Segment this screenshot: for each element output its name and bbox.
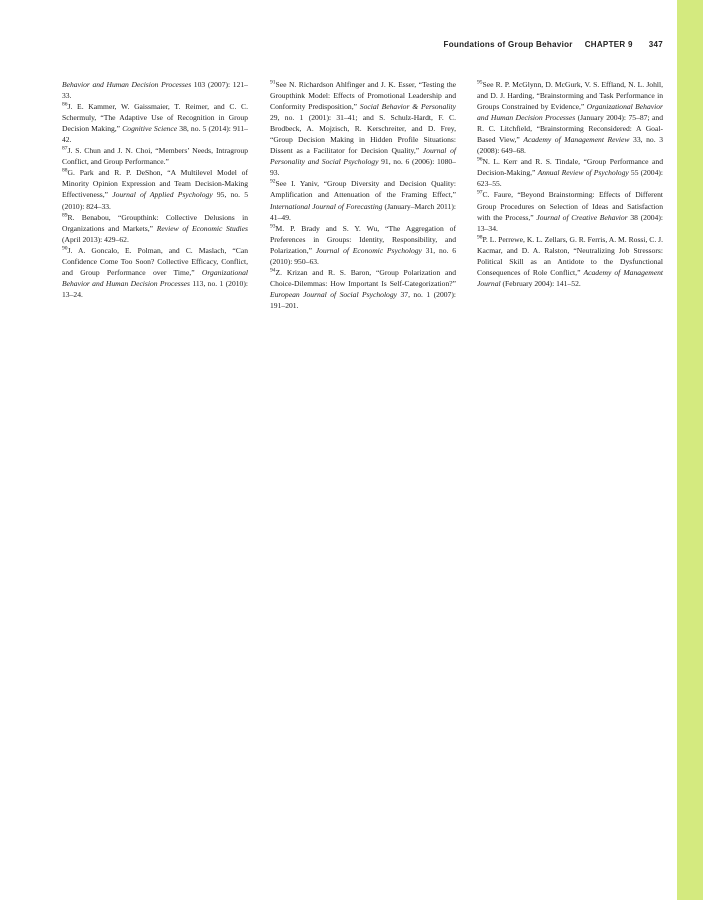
reference-text: G. Park and R. P. DeShon, “A Multilevel Model of Minority Opinion Expression and Team Decision-Making Effectiveness,” (62, 168, 248, 200)
publication-title: Academy of Management Review (523, 135, 630, 145)
references-column-2 (270, 79, 456, 311)
publication-title: Behavior and Human Decision Processes (62, 80, 192, 89)
reference-text: 38, no. 5 (2014): 911–42. (62, 124, 248, 145)
reference-number: 97 (477, 189, 483, 196)
publication-title: Annual Review of Psychology (537, 168, 629, 178)
publication-title: Organizational Behavior and Human Decision Processes (477, 102, 663, 123)
reference-text: 91, no. 6 (2006): 1080–93. (270, 157, 456, 178)
reference-number: 93 (270, 223, 276, 230)
publication-title: Journal of Creative Behavior (536, 212, 628, 222)
publication-title: Academy of Management Journal (477, 267, 663, 288)
reference-text: 103 (2007): 121–33. (62, 80, 248, 101)
reference-text: 95, no. 5 (2010): 824–33. (62, 190, 248, 211)
running-header (444, 40, 663, 49)
reference-text: 113, no. 1 (2010): 13–24. (62, 278, 248, 299)
reference-entry (62, 212, 248, 245)
reference-number: 91 (270, 79, 276, 86)
reference-text: R. Benabou, “Groupthink: Collective Delusions in Organizations and Markets,” (62, 212, 248, 233)
reference-number: 90 (62, 245, 68, 252)
reference-text: (April 2013): 429–62. (62, 234, 129, 244)
reference-text: (January 2004): 75–87; and R. C. Litchfield, “Brainstorming Reconsidered: A Goal-Based View,” (477, 113, 663, 145)
reference-entry (270, 178, 456, 222)
references-column-3 (477, 79, 663, 289)
reference-entry (477, 234, 663, 289)
reference-number: 94 (270, 267, 276, 274)
publication-title: Journal of Applied Psychology (112, 190, 213, 200)
reference-number: 96 (477, 156, 483, 163)
reference-number: 86 (62, 101, 68, 108)
reference-text: 55 (2004): 623–55. (477, 168, 664, 189)
reference-entry (62, 245, 248, 300)
publication-title: Journal of Economic Psychology (315, 245, 422, 255)
publication-title: Social Behavior & Personality (359, 102, 456, 112)
references-column-1 (62, 79, 248, 300)
publication-title: Cognitive Science (122, 124, 178, 134)
chapter-label: CHAPTER 9 (584, 40, 633, 49)
reference-text: See N. Richardson Ahlfinger and J. K. Esser, “Testing the Groupthink Model: Effects of Promotional Leadership and Conformity Predisposition,” (270, 80, 456, 112)
reference-text: C. Faure, “Beyond Brainstorming: Effects of Different Group Procedures on Selection of Ideas and Satisfaction with the Process,” (477, 190, 663, 222)
reference-text: (January–March 2011): 41–49. (270, 201, 456, 222)
reference-text: N. L. Kerr and R. S. Tindale, “Group Performance and Decision-Making,” (477, 157, 663, 178)
reference-text: (February 2004): 141–52. (500, 278, 581, 288)
reference-text: J. E. Kammer, W. Gaissmaier, T. Reimer, and C. C. Schermuly, “The Adaptive Use of Recognition in Group Decision Making,” (62, 102, 248, 134)
reference-text: J. A. Goncalo, E. Polman, and C. Maslach, “Can Confidence Come Too Soon? Collective Efficacy, Conflict, and Group Performance over Time,” (62, 245, 248, 277)
section-title: Foundations of Group Behavior (443, 40, 573, 49)
reference-text: 31, no. 6 (2010): 950–63. (270, 245, 456, 266)
reference-text: 38 (2004): 13–34. (477, 212, 663, 233)
reference-text: J. S. Chun and J. N. Choi, “Members’ Needs, Intragroup Conflict, and Group Performance.” (62, 146, 248, 167)
reference-entry (62, 79, 248, 101)
reference-text: 29, no. 1 (2001): 31–41; and S. Schulz-Hardt, F. C. Brodbeck, A. Mojzisch, R. Kerschreiter, and D. Frey, “Group Decision Making in Hidden Profile Situations: Dissent as a Facilitator for Decision Quality,” (270, 113, 456, 156)
reference-entry (477, 79, 663, 156)
reference-text: Z. Krizan and R. S. Baron, “Group Polarization and Choice-Dilemmas: How Important Is Self-Categorization?” (270, 267, 456, 288)
reference-text: 37, no. 1 (2007): 191–201. (270, 289, 456, 310)
reference-number: 92 (270, 178, 276, 185)
publication-title: Review of Economic Studies (156, 223, 248, 233)
publication-title: International Journal of Forecasting (270, 201, 383, 211)
chapter-color-band (677, 0, 703, 900)
reference-entry (270, 223, 456, 267)
reference-entry (270, 79, 456, 178)
reference-number: 87 (62, 145, 68, 152)
reference-text: M. P. Brady and S. Y. Wu, “The Aggregation of Preferences in Groups: Identity, Responsibility, and Polarization,” (270, 223, 456, 255)
reference-number: 95 (477, 79, 483, 86)
reference-text: P. L. Perrewe, K. L. Zellars, G. R. Ferris, A. M. Rossi, C. J. Kacmar, and D. A. Ralston, “Neutralizing Job Stressors: Political Skill as an Antidote to the Dysfunctional Consequences of Role Conflict,” (477, 234, 663, 277)
reference-text: See R. P. McGlynn, D. McGurk, V. S. Effland, N. L. Johll, and D. J. Harding, “Brainstorming and Task Performance in Groups Constrained by Evidence,” (477, 80, 663, 112)
reference-number: 98 (477, 234, 483, 241)
publication-title: European Journal of Social Psychology (270, 289, 398, 299)
publication-title: Organizational Behavior and Human Decision Processes (62, 267, 248, 288)
publication-title: Journal of Personality and Social Psychology (270, 146, 456, 167)
reference-number: 89 (62, 212, 68, 219)
page-number: 347 (648, 40, 663, 49)
reference-number: 88 (62, 167, 68, 174)
reference-text: See I. Yaniv, “Group Diversity and Decision Quality: Amplification and Attenuation of the Framing Effect,” (270, 179, 456, 200)
reference-text: 33, no. 3 (2008): 649–68. (477, 135, 663, 156)
reference-entry (477, 156, 663, 189)
reference-entry (62, 101, 248, 145)
reference-entry (477, 189, 663, 233)
reference-entry (62, 167, 248, 211)
reference-entry (62, 145, 248, 167)
reference-entry (270, 267, 456, 311)
